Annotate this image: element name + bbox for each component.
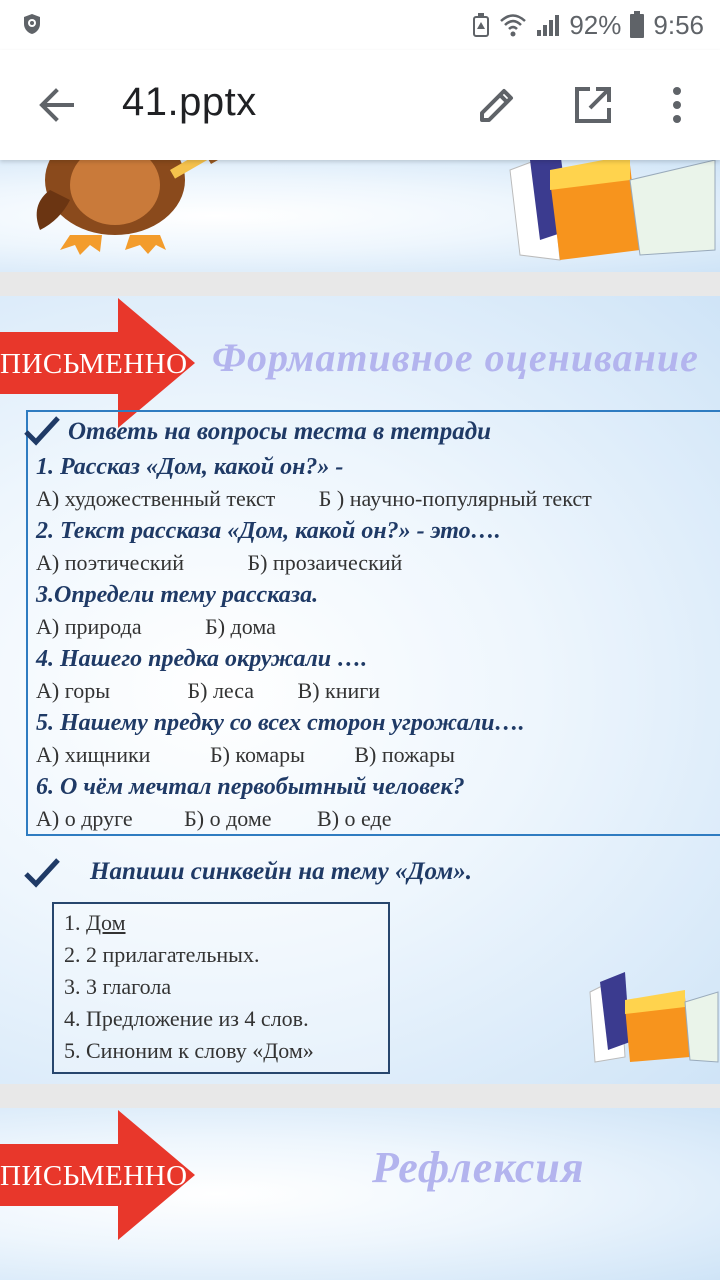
answer-row-4	[36, 678, 380, 704]
wifi-icon	[499, 12, 527, 38]
answer-6a: А) о друге	[36, 806, 133, 831]
battery-percent: 92%	[569, 9, 622, 40]
app-notification-icon	[20, 12, 44, 36]
slide-3[interactable]	[0, 1108, 720, 1280]
answer-5a: А) хищники	[36, 742, 151, 767]
task-1-title: Ответь на вопросы теста в тетради	[68, 418, 492, 445]
answer-4a: А) горы	[36, 678, 110, 703]
more-options-icon[interactable]	[660, 82, 694, 128]
slide-2[interactable]	[0, 296, 720, 1084]
arrow-label: ПИСЬМЕННО	[0, 1160, 188, 1192]
question-3: 3.Определи тему рассказа.	[36, 582, 319, 608]
answer-row-2	[36, 550, 402, 576]
status-bar	[0, 0, 720, 50]
books-illustration	[490, 160, 720, 272]
signal-icon	[535, 12, 561, 38]
owl-illustration	[20, 160, 260, 260]
answer-6b: Б) о доме	[184, 806, 272, 831]
answer-row-5	[36, 742, 455, 768]
checkmark-icon	[24, 858, 60, 888]
slide-1[interactable]	[0, 160, 720, 272]
answer-row-1	[36, 486, 592, 512]
question-5: 5. Нашему предку со всех сторон угрожали….	[36, 710, 525, 736]
answer-3b: Б) дома	[205, 614, 276, 639]
question-4: 4. Нашего предка окружали ….	[36, 646, 368, 672]
answer-4c: В) книги	[297, 678, 381, 703]
cinquain-box	[52, 902, 390, 1074]
answer-row-6	[36, 806, 391, 832]
cinquain-item-4: 4. Предложение из 4 слов.	[64, 1006, 309, 1031]
books-illustration	[580, 962, 720, 1072]
answer-1b: Б ) научно-популярный текст	[318, 486, 592, 511]
open-external-icon[interactable]	[570, 82, 616, 128]
answer-3a: А) природа	[36, 614, 142, 639]
arrow-label: ПИСЬМЕННО	[0, 348, 188, 380]
question-2: 2. Текст рассказа «Дом, какой он?» - это….	[36, 518, 501, 544]
answer-row-3	[36, 614, 276, 640]
answer-5b: Б) комары	[209, 742, 305, 767]
edit-pencil-icon[interactable]	[474, 82, 520, 128]
data-saver-icon	[471, 12, 491, 38]
question-1: 1. Рассказ «Дом, какой он?» -	[36, 454, 344, 480]
battery-icon	[629, 11, 645, 39]
answer-1a: А) художественный текст	[36, 486, 276, 511]
answer-2b: Б) прозаический	[247, 550, 403, 575]
document-title: 41.pptx	[122, 80, 257, 124]
clock: 9:56	[653, 9, 704, 40]
checkmark-icon	[24, 416, 60, 446]
cinquain-item-3: 3. 3 глагола	[64, 974, 172, 999]
answer-4b: Б) леса	[187, 678, 255, 703]
slide-heading: Формативное оценивание	[212, 335, 699, 380]
answer-6c: В) о еде	[317, 806, 392, 831]
cinquain-item-5: 5. Синоним к слову «Дом»	[64, 1038, 314, 1063]
answer-5c: В) пожары	[354, 742, 455, 767]
question-6: 6. О чём мечтал первобытный человек?	[36, 774, 465, 800]
answer-2a: А) поэтический	[36, 550, 184, 575]
cinquain-word: Дом	[86, 910, 126, 935]
app-bar	[0, 50, 720, 160]
cinquain-item-2: 2. 2 прилагательных.	[64, 942, 260, 967]
back-arrow-icon[interactable]	[34, 82, 80, 128]
cinquain-item-1: 1. Дом	[64, 910, 126, 935]
slide-heading: Рефлексия	[372, 1143, 585, 1192]
task-2-title: Напиши синквейн на тему «Дом».	[90, 858, 472, 885]
